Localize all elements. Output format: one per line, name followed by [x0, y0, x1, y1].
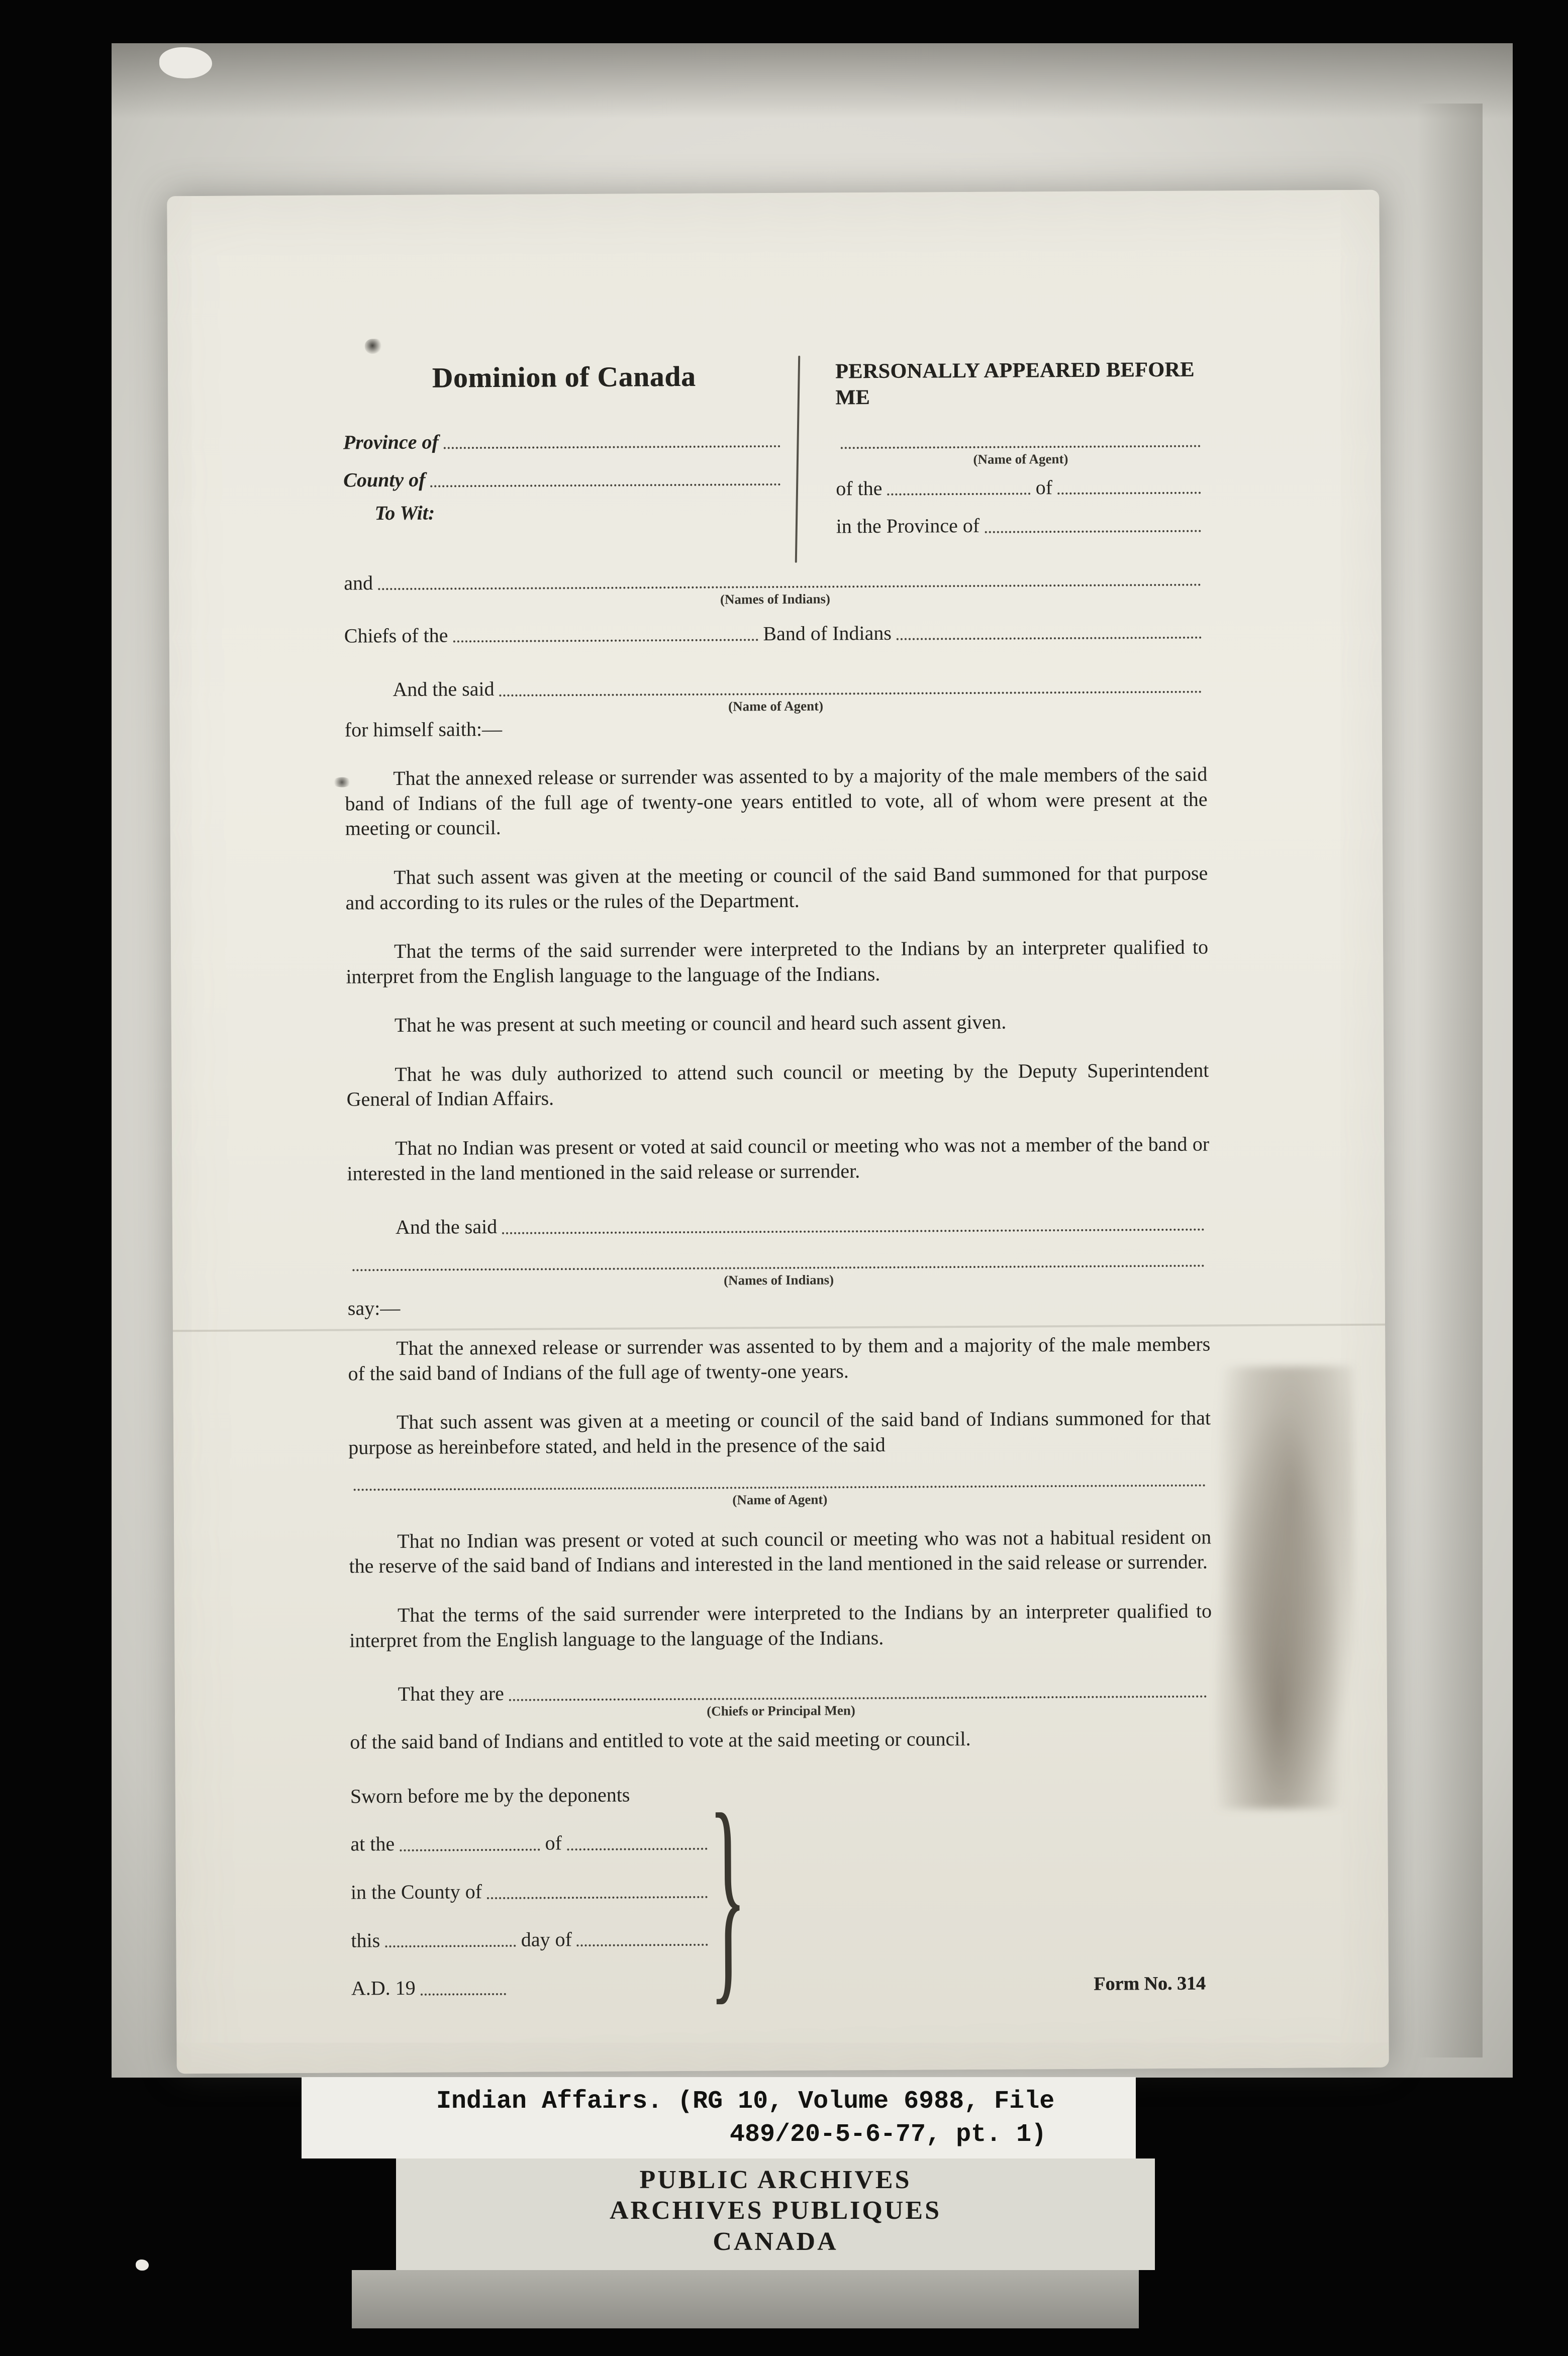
appeared-heading: PERSONALLY APPEARED BEFORE ME: [835, 358, 1195, 410]
agent-clause-1: That the annexed release or surrender was assented to by a majority of the male members of the said band of Indians of the full age of twenty-one years entitled to vote, all of whom were present at the meeting or council.: [345, 762, 1208, 840]
chiefs-clause-2: That such assent was given at a meeting or council of the said band of Indians summoned for that purpose as hereinbefore stated, and held in the presence of the said: [348, 1406, 1211, 1459]
said-indians-blank: [502, 1228, 1205, 1234]
province-blank: [444, 445, 780, 449]
ad19-label: A.D. 19: [351, 1976, 416, 2000]
name-of-agent-caption: (Name of Agent): [973, 451, 1068, 467]
agent-clause-5: That he was duly authorized to attend such council or meeting by the Deputy Superintendent General of Indian Affairs.: [346, 1058, 1209, 1111]
in-province-blank: [985, 530, 1201, 533]
county-line: [343, 465, 786, 493]
agent-clause-6: That no Indian was present or voted at said council or meeting who was not a member of the band or interested in the land mentioned in the said release or surrender.: [347, 1132, 1210, 1185]
in-the-county-of-label: in the County of: [350, 1880, 482, 1904]
and-the-said-label: And the said: [393, 677, 495, 701]
province-of-label: Province of: [343, 430, 439, 454]
sworn-line-1: Sworn before me by the deponents: [350, 1783, 630, 1808]
sworn-line-5: [351, 1974, 713, 2001]
film-speck-2: [136, 2260, 149, 2271]
for-himself-saith: for himself saith:—: [344, 717, 503, 741]
agent-clause-2: That such assent was given at the meeting or council of the said Band summoned for that purpose and according to its rules or the rules of the Department.: [345, 861, 1208, 914]
jurat-left-column: [343, 359, 786, 541]
stamp-line-canada: CANADA: [713, 2227, 838, 2256]
and-the-said-label-2: And the said: [395, 1215, 498, 1239]
archive-caption-line-2: 489/20-5-6-77, pt. 1): [730, 2120, 1047, 2149]
band-name-blank: [453, 639, 758, 643]
chiefs-clause-1: That the annexed release or surrender was assented to by them and a majority of the male members of the said band of Indians of the full age of twenty-one years.: [348, 1332, 1211, 1385]
to-wit-label: To Wit:: [374, 501, 435, 525]
province-line: [343, 428, 786, 455]
of-the-label: of the: [836, 476, 883, 500]
agent-clause-3: That the terms of the said surrender were interpreted to the Indians by an interpreter qualified to interpret from the English language to the language of the Indians.: [346, 935, 1209, 988]
say-label: say:—: [347, 1297, 401, 1320]
at-the-label: at the: [350, 1832, 395, 1855]
names-of-indians-caption: (Names of Indians): [720, 591, 831, 607]
name-of-agent-caption-2: (Name of Agent): [728, 698, 824, 714]
sworn-line-4: [351, 1926, 713, 1952]
stamp-line-archives-publiques: ARCHIVES PUBLIQUES: [609, 2196, 942, 2225]
brace-glyph: }: [708, 1765, 747, 2024]
month-blank: [577, 1944, 708, 1946]
chiefs-names-blank: [509, 1695, 1207, 1701]
this-label: this: [351, 1928, 380, 1952]
of-label: of: [1035, 475, 1053, 499]
agent-name-blank: [841, 445, 1201, 449]
county-name-blank: [487, 1896, 708, 1899]
said-agent-blank: [500, 691, 1202, 697]
stain: [1213, 1366, 1356, 1809]
form-header: [343, 357, 1206, 542]
chiefs-clause-3: That no Indian was present or voted at such council or meeting who was not a habitual resident on the reserve of the said band of Indians and interested in the land mentioned in the said release or surrender.: [349, 1525, 1212, 1578]
names-of-indians-caption-2: (Names of Indians): [723, 1272, 834, 1288]
chiefs-or-principal-men-caption: (Chiefs or Principal Men): [707, 1702, 855, 1719]
chiefs-of-the-label: Chiefs of the: [344, 624, 448, 647]
chiefs-clause-4: That the terms of the said surrender were interpreted to the Indians by an interpreter qualified to interpret from the English language to the language of the Indians.: [349, 1599, 1212, 1652]
that-they-are-label: That they are: [398, 1682, 504, 1706]
paper-edge-strip: [352, 2270, 1139, 2328]
archive-caption-strip: [302, 2077, 1136, 2158]
in-province-label: in the Province of: [836, 514, 980, 538]
of-the-line: [836, 474, 1206, 501]
day-blank: [385, 1945, 516, 1947]
entitled-line: of the said band of Indians and entitled to vote at the said meeting or council.: [350, 1727, 971, 1753]
form-page: [167, 190, 1389, 2074]
archive-caption-line-1: Indian Affairs. (RG 10, Volume 6988, File: [436, 2087, 1055, 2116]
county-of-label: County of: [343, 468, 426, 492]
band-of-indians-label: Band of Indians: [763, 621, 892, 645]
and-label: and: [344, 571, 373, 595]
sworn-block: [350, 1765, 747, 2024]
ink-mark: [365, 339, 382, 354]
name-of-agent-caption-3: (Name of Agent): [732, 1492, 828, 1508]
place-blank: [400, 1848, 540, 1851]
of-blank: [1057, 492, 1201, 495]
band-suffix-blank: [897, 637, 1202, 640]
day-of-label: day of: [521, 1927, 572, 1951]
stamp-line-public-archives: PUBLIC ARCHIVES: [639, 2166, 912, 2194]
jurat-right-column: [785, 357, 1206, 539]
in-province-line: [836, 512, 1206, 539]
and-the-said-line-2: [347, 1211, 1210, 1240]
chiefs-line: [344, 619, 1207, 648]
form-number: Form No. 314: [1094, 1973, 1206, 1995]
archive-stamp-strip: [396, 2158, 1155, 2270]
form-title: Dominion of Canada: [432, 360, 696, 394]
sworn-of-label: of: [545, 1831, 562, 1854]
agent-clause-4: That he was present at such meeting or council and heard such assent given.: [394, 1010, 1007, 1037]
photo-area: [112, 43, 1513, 2078]
county-blank: [431, 483, 781, 487]
film-speck: [159, 47, 212, 78]
sworn-line-2: [350, 1830, 712, 1856]
sworn-line-3: [351, 1878, 713, 1905]
to-wit-line: [374, 499, 786, 526]
paper-crease: [173, 1324, 1385, 1332]
place-blank-2: [567, 1848, 707, 1850]
foot-row: [350, 1765, 1214, 2024]
of-the-blank: [888, 493, 1031, 496]
year-blank: [421, 1993, 506, 1996]
